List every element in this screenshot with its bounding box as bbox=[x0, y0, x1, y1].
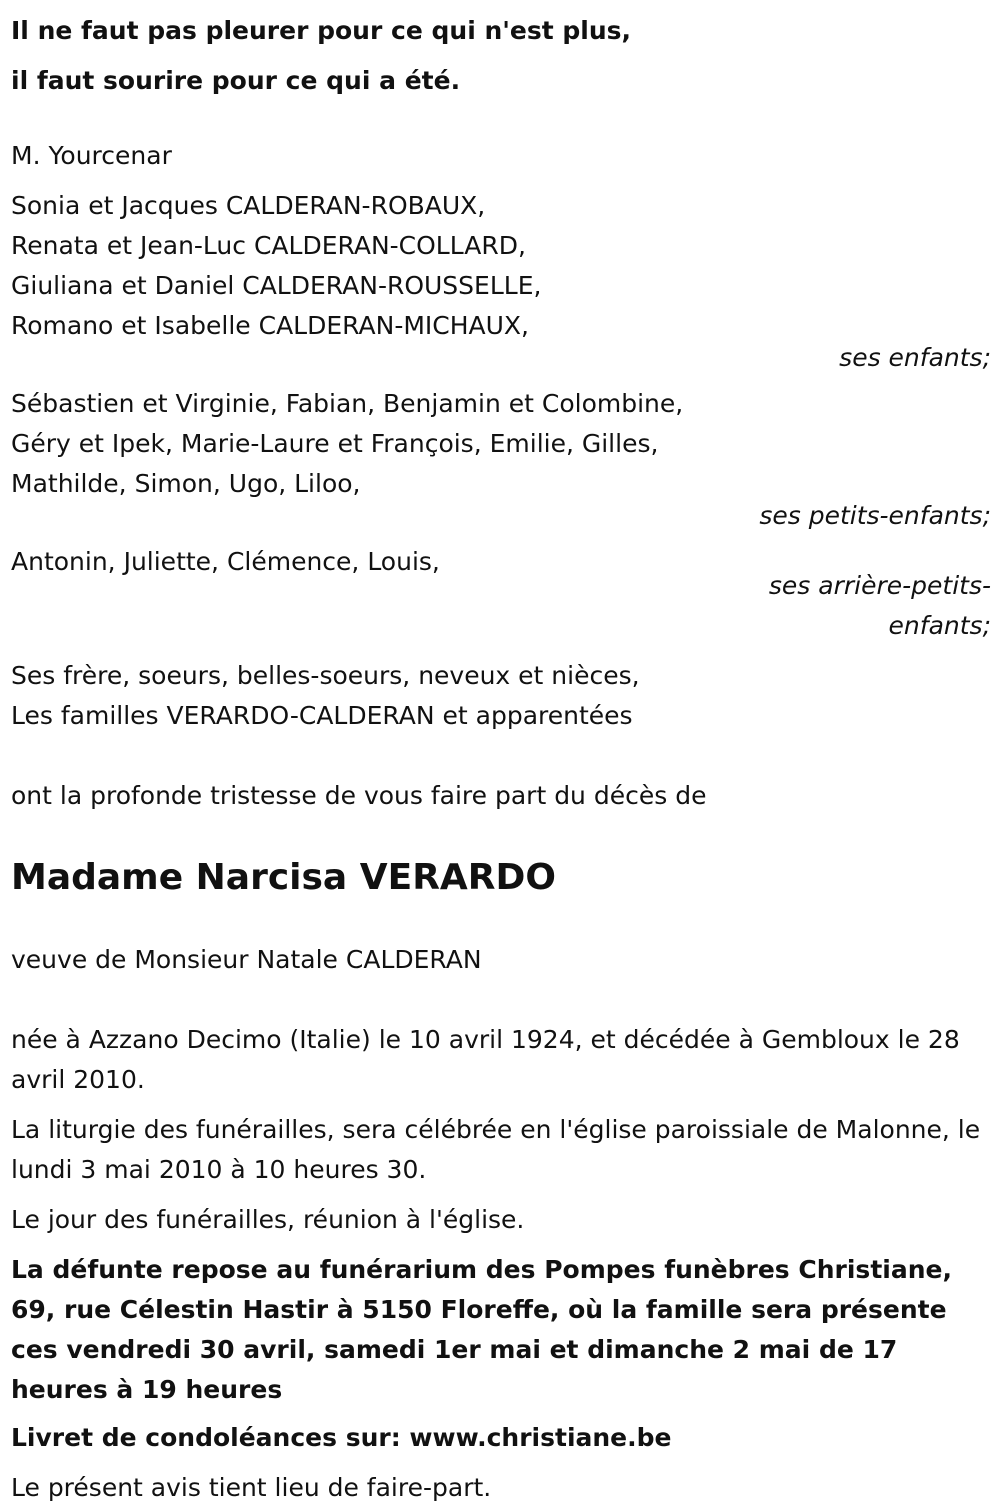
notice-text: Le présent avis tient lieu de faire-part. bbox=[11, 1473, 492, 1502]
quote-block bbox=[11, 6, 991, 106]
grandchild-names: Géry et Ipek, Marie-Laure et François, Emilie, Gilles, bbox=[11, 429, 659, 458]
great-grandchildren-relation-1: ses arrière-petits- bbox=[768, 571, 991, 600]
grandchild-names: Mathilde, Simon, Ugo, Liloo, bbox=[11, 469, 361, 498]
quote-author: M. Yourcenar bbox=[11, 141, 172, 170]
great-grandchildren-relation-2: enfants; bbox=[888, 611, 991, 640]
child-name: Romano et Isabelle CALDERAN-MICHAUX, bbox=[11, 311, 530, 340]
condolences-info: Livret de condoléances sur: www.christiane.be bbox=[11, 1423, 672, 1452]
funeral-home-info: La défunte repose au funérarium des Pompes funèbres Christiane, 69, rue Célestin Hastir à 5150 Floreffe, où la famille sera présente ces vendredi 30 avril, samedi 1er mai et dimanche 2 mai de 17 heures à 19 heures bbox=[11, 1255, 952, 1404]
children-block bbox=[11, 186, 991, 370]
announcement: ont la profonde tristesse de vous faire part du décès de bbox=[11, 781, 707, 810]
widow-of: veuve de Monsieur Natale CALDERAN bbox=[11, 945, 482, 974]
family-line-2: Les familles VERARDO-CALDERAN et apparentées bbox=[11, 701, 633, 730]
child-name: Sonia et Jacques CALDERAN-ROBAUX, bbox=[11, 191, 486, 220]
family-line-1: Ses frère, soeurs, belles-soeurs, neveux et nièces, bbox=[11, 661, 640, 690]
birth-death-dates: née à Azzano Decimo (Italie) le 10 avril 1924, et décédée à Gembloux le 28 avril 2010. bbox=[11, 1025, 960, 1094]
grandchild-names: Sébastien et Virginie, Fabian, Benjamin et Colombine, bbox=[11, 389, 684, 418]
child-name: Giuliana et Daniel CALDERAN-ROUSSELLE, bbox=[11, 271, 542, 300]
deceased-name: Madame Narcisa VERARDO bbox=[11, 857, 556, 898]
liturgy-info: La liturgie des funérailles, sera célébrée en l'église paroissiale de Malonne, le lundi 3 mai 2010 à 10 heures 30. bbox=[11, 1115, 981, 1184]
meeting-info: Le jour des funérailles, réunion à l'église. bbox=[11, 1205, 525, 1234]
great-grandchildren-block bbox=[11, 542, 991, 646]
grandchildren-relation: ses petits-enfants; bbox=[759, 501, 991, 530]
child-name: Renata et Jean-Luc CALDERAN-COLLARD, bbox=[11, 231, 526, 260]
quote-line-1: Il ne faut pas pleurer pour ce qui n'est plus, bbox=[11, 16, 632, 45]
great-grandchild-names: Antonin, Juliette, Clémence, Louis, bbox=[11, 547, 440, 576]
quote-line-2: il faut sourire pour ce qui a été. bbox=[11, 66, 461, 95]
obituary-document bbox=[11, 0, 991, 1508]
family-block bbox=[11, 656, 991, 736]
grandchildren-block bbox=[11, 384, 991, 528]
children-relation: ses enfants; bbox=[839, 343, 991, 372]
